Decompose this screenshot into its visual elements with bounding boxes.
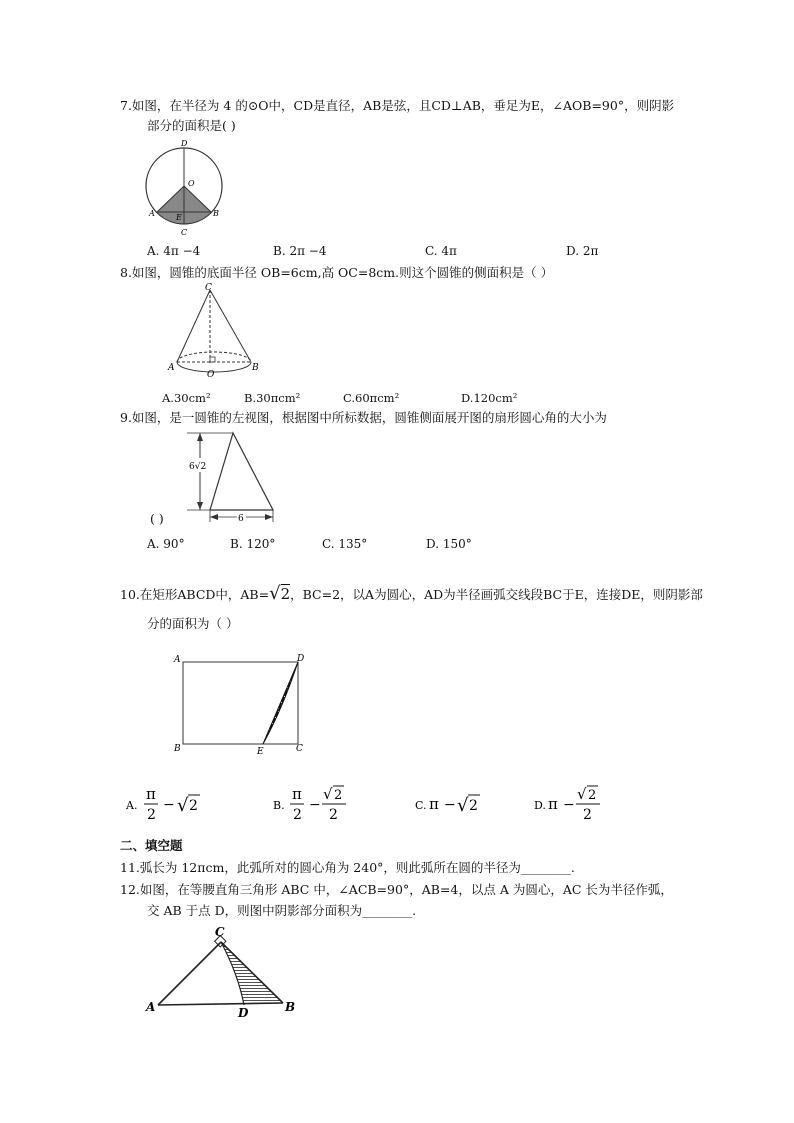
section2-title: 二、填空题 xyxy=(120,838,183,853)
q10-line1-pre: 10.在矩形ABCD中，AB= xyxy=(120,587,270,602)
q8-cone-figure xyxy=(165,282,265,382)
q9-answer-paren: ( ) xyxy=(150,511,164,526)
q10-b-pi: π xyxy=(292,785,302,803)
q10-d-rad: 2 xyxy=(588,788,597,803)
q10-a-rad: 2 xyxy=(189,798,198,814)
q8-option-b: B.30πcm² xyxy=(244,391,301,405)
q8-option-a: A.30cm² xyxy=(162,391,211,405)
q10-c-sqrt: √ xyxy=(457,795,469,816)
q10-a-minus: − xyxy=(163,797,175,813)
q7-label-o: O xyxy=(188,179,195,188)
q7-option-d: D. 2π xyxy=(566,244,599,258)
q10-line1-sqrt: 2 xyxy=(280,585,291,603)
q10-d-minus: − xyxy=(563,797,575,813)
q8-label-o: O xyxy=(207,370,215,380)
q9-option-a: A. 90° xyxy=(147,537,185,551)
q10-options xyxy=(120,783,640,827)
q10-sqrt-sign: √ xyxy=(269,583,281,604)
q7-label-c: C xyxy=(181,228,188,237)
q10-label-c: C xyxy=(296,744,303,754)
q9-height-label: 6√2 xyxy=(189,462,207,472)
q9-option-c: C. 135° xyxy=(322,537,368,551)
q10-d-sqrt: √ xyxy=(577,785,587,803)
q8-text-line1: 8.如图，圆锥的底面半径 OB=6cm,高 OC=8cm.则这个圆锥的侧面积是（ ） xyxy=(120,265,554,280)
q9-option-b: B. 120° xyxy=(230,537,276,551)
q10-line1-post: ，BC=2，以A为圆心，AD为半径画弧交线段BC于E，连接DE，则阴影部 xyxy=(290,587,703,602)
q7-text-line2: 部分的面积是( ) xyxy=(147,118,236,133)
q9-text-line1: 9.如图，是一圆锥的左视图，根据图中所标数据，圆锥侧面展开图的扇形圆心角的大小为 xyxy=(120,410,607,425)
q7-label-d: D xyxy=(181,140,188,148)
q8-option-c: C.60πcm² xyxy=(343,391,400,405)
q10-b-minus: − xyxy=(309,797,321,813)
q10-b-rad: 2 xyxy=(334,788,343,803)
q10-c-pi: π xyxy=(429,795,439,813)
q12-triangle-figure xyxy=(143,924,303,1019)
q12-label-c: C xyxy=(215,925,225,939)
q10-shaded-region xyxy=(263,662,298,744)
q10-label-e: E xyxy=(257,747,264,757)
q7-option-b: B. 2π −4 xyxy=(273,244,327,258)
q7-option-c: C. 4π xyxy=(425,244,457,258)
q10-label-d: D xyxy=(297,654,305,664)
q10-rectangle-figure xyxy=(172,650,312,760)
q12-label-b: B xyxy=(285,1000,296,1014)
q10-a-pi: π xyxy=(146,785,156,803)
q8-label-a: A xyxy=(168,363,175,373)
q10-b-den2: 2 xyxy=(329,807,338,823)
q10-label-b: B xyxy=(174,744,181,754)
q7-label-a: A xyxy=(149,209,155,218)
q8-label-c: C xyxy=(205,283,212,293)
q12-text-line2: 交 AB 于点 D，则图中阴影部分面积为________. xyxy=(147,903,417,918)
q9-triangle-figure xyxy=(185,428,285,528)
q10-option-c-letter: C. xyxy=(415,799,427,812)
q12-label-a: A xyxy=(146,1000,156,1014)
q7-option-a: A. 4π −4 xyxy=(147,244,201,258)
q9-base-label: 6 xyxy=(238,514,244,524)
q12-label-d: D xyxy=(238,1006,249,1019)
q11-text-line1: 11.弧长为 12πcm，此弧所对的圆心角为 240°，则此弧所在圆的半径为________. xyxy=(120,860,575,875)
q10-text-line2: 分的面积为（ ） xyxy=(147,616,239,631)
q10-option-b-letter: B. xyxy=(273,799,285,812)
q10-option-d-letter: D. xyxy=(534,799,546,812)
q10-c-minus: − xyxy=(444,797,456,813)
q7-text-line1: 7.如图，在半径为 4 的⊙O中，CD是直径，AB是弦，且CD⊥AB，垂足为E，∠AOB=90°，则阴影 xyxy=(120,98,675,113)
q12-text-line1: 12.如图，在等腰直角三角形 ABC 中，∠ACB=90°，AB=4，以点 A 为圆心，AC 长为半径作弧， xyxy=(120,882,673,897)
q10-d-pi: π xyxy=(548,795,558,813)
q8-label-b: B xyxy=(252,363,259,373)
q10-d-den: 2 xyxy=(583,807,592,823)
q9-option-d: D. 150° xyxy=(426,537,472,551)
q10-b-den: 2 xyxy=(293,807,302,823)
q10-c-rad: 2 xyxy=(469,798,478,814)
q10-a-den: 2 xyxy=(147,807,156,823)
q10-b-sqrt: √ xyxy=(323,785,333,803)
q7-label-b: B xyxy=(213,209,219,218)
q10-text-line1 xyxy=(120,583,703,604)
q10-label-a: A xyxy=(174,655,181,665)
q10-a-sqrt: √ xyxy=(177,795,189,816)
q8-option-d: D.120cm² xyxy=(461,391,518,405)
q7-label-e: E xyxy=(176,213,182,222)
q7-circle-figure xyxy=(140,140,230,240)
q10-option-a-letter: A. xyxy=(126,799,138,812)
